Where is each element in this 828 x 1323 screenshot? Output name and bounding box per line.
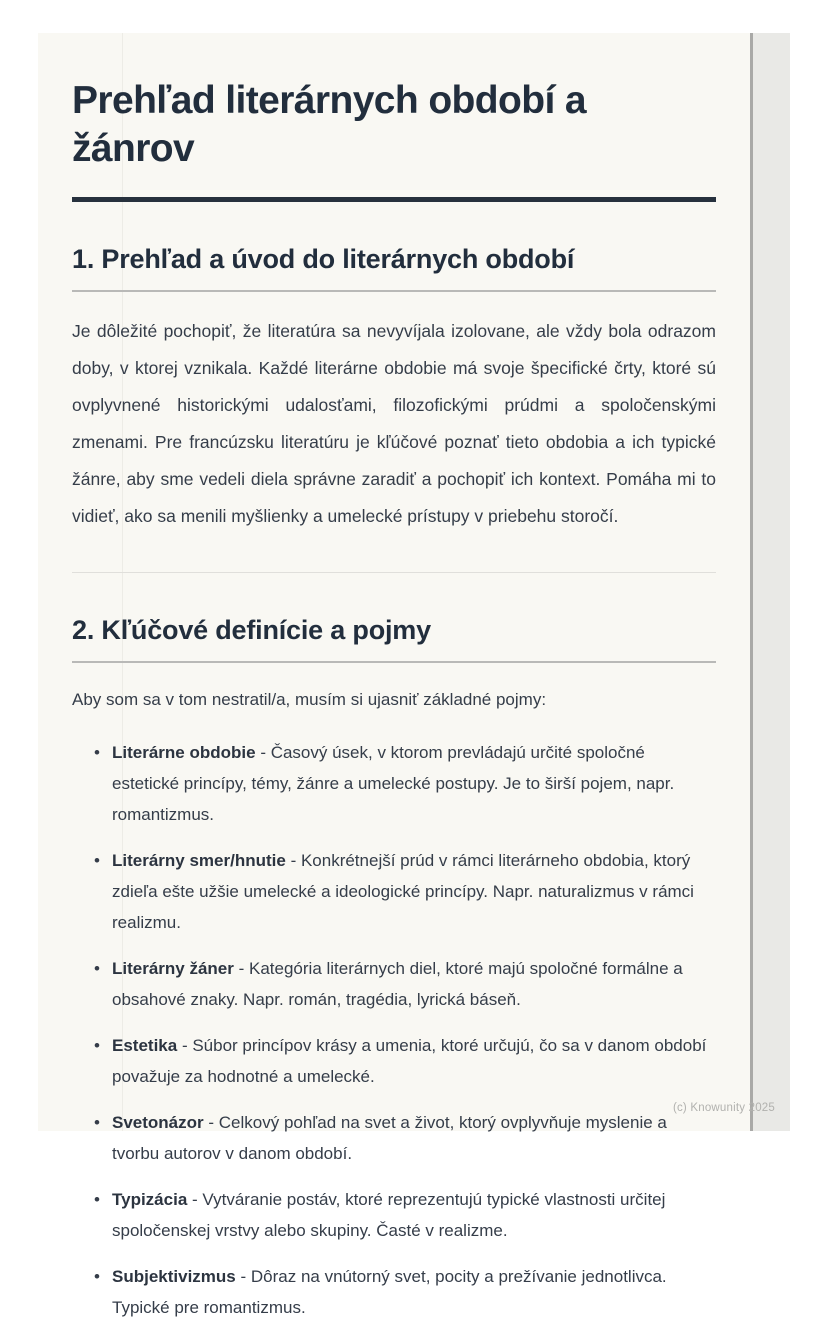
definition-text: - Dôraz na vnútorný svet, pocity a prežívanie jednotlivca. Typické pre romantizmus.	[112, 1267, 667, 1318]
definition-term: Literárny žáner	[112, 959, 234, 979]
section-2-heading: 2. Kľúčové definície a pojmy	[72, 615, 431, 646]
definition-item	[112, 953, 716, 1015]
definition-term: Estetika	[112, 1036, 178, 1056]
definition-item	[112, 1030, 716, 1092]
definition-item	[112, 1184, 716, 1246]
definition-item	[112, 845, 716, 938]
section-2-intro: Aby som sa v tom nestratil/a, musím si ujasniť základné pojmy:	[72, 690, 547, 710]
definition-term: Literárny smer/hnutie	[112, 851, 286, 871]
definition-text: - Súbor princípov krásy a umenia, ktoré určujú, čo sa v danom období považuje za hodnotné a umelecké.	[112, 1036, 707, 1087]
title-divider	[72, 197, 716, 202]
section-1-heading: 1. Prehľad a úvod do literárnych období	[72, 244, 575, 275]
definition-text: - Celkový pohľad na svet a život, ktorý ovplyvňuje myslenie a tvorbu autorov v danom období.	[112, 1113, 667, 1164]
definitions-list	[72, 737, 716, 1323]
definition-term: Subjektivizmus	[112, 1267, 236, 1287]
definition-term: Literárne obdobie	[112, 743, 256, 763]
definition-text: - Časový úsek, v ktorom prevládajú určité spoločné estetické princípy, témy, žánre a umelecké postupy. Je to širší pojem, napr. romantizmus.	[112, 743, 675, 825]
definition-text: - Kategória literárnych diel, ktoré majú spoločné formálne a obsahové znaky. Napr. román, tragédia, lyrická báseň.	[112, 959, 683, 1010]
definition-text: - Vytváranie postáv, ktoré reprezentujú typické vlastnosti určitej spoločenskej vrstvy alebo skupiny. Časté v realizme.	[112, 1190, 666, 1241]
section-2-heading-rule	[72, 661, 716, 663]
page-content	[38, 33, 790, 1323]
section-1-heading-rule	[72, 290, 716, 292]
definition-item	[112, 1261, 716, 1323]
definition-term: Svetonázor	[112, 1113, 204, 1133]
definition-term: Typizácia	[112, 1190, 188, 1210]
document-title: Prehľad literárnych období a žánrov	[72, 79, 587, 170]
section-1-paragraph: Je dôležité pochopiť, že literatúra sa nevyvíjala izolovane, ale vždy bola odrazom doby, v ktorej vznikala. Každé literárne obdobie má svoje špecifické črty, ktoré sú ovplyvnené historickými udalosťami, filozofickými prúdmi a spoločenskými zmenami. Pre francúzsku literatúru je kľúčové poznať tieto obdobia a ich typické žánre, aby sme vedeli diela správne zaradiť a pochopiť ich kontext. Pomáha mi to vidieť, ako sa menili myšlienky a umelecké prístupy v priebehu storočí.	[72, 321, 716, 527]
definition-text: - Konkrétnejší prúd v rámci literárneho obdobia, ktorý zdieľa ešte užšie umelecké a ideologické princípy. Napr. naturalizmus v rámci realizmu.	[112, 851, 694, 933]
definition-item	[112, 737, 716, 830]
document-page	[38, 33, 790, 1318]
watermark: (c) Knowunity 2025	[672, 1102, 775, 1114]
section-divider	[72, 572, 716, 573]
definition-item	[112, 1107, 716, 1169]
